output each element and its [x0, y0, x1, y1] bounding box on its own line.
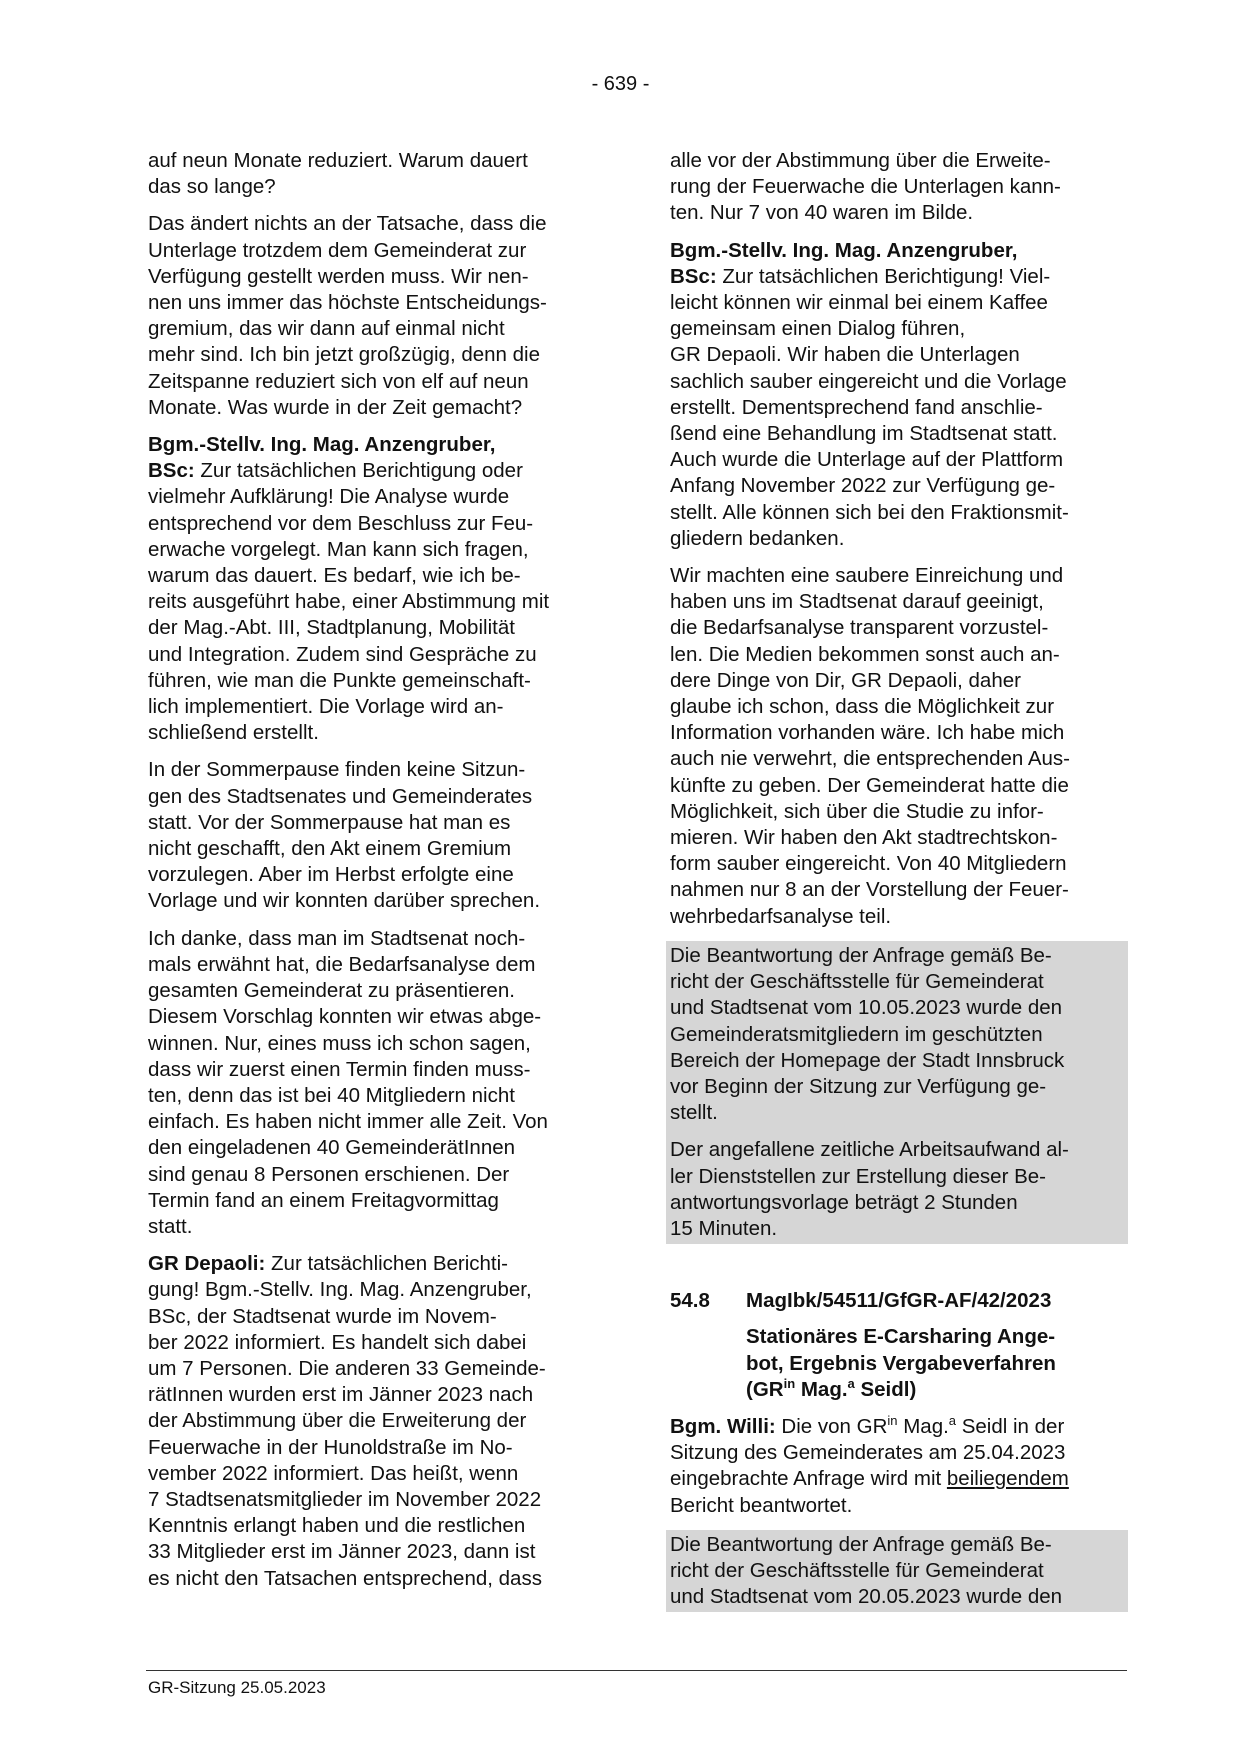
text-line: Gemeinderatsmitgliedern im geschützten: [670, 1022, 1043, 1046]
text-line: Möglichkeit, sich über die Studie zu infor-: [670, 799, 1044, 823]
text-line: eingebrachte Anfrage wird mit: [670, 1467, 947, 1491]
text-line: mals erwähnt hat, die Bedarfsanalyse dem: [148, 952, 536, 976]
text-line: führen, wie man die Punkte gemeinschaft-: [148, 668, 531, 692]
paragraph: [670, 238, 1124, 552]
text-line: Zeitspanne reduziert sich von elf auf neun: [148, 369, 529, 393]
speaker-name: Bgm. Willi:: [670, 1414, 776, 1438]
answer-note-box: [666, 941, 1128, 1244]
text-line: Information vorhanden wäre. Ich habe mich: [670, 721, 1065, 745]
text-line: bot, Ergebnis Vergabeverfahren: [746, 1351, 1056, 1375]
footer-text: GR-Sitzung 25.05.2023: [148, 1678, 326, 1697]
paragraph: [670, 943, 1124, 1126]
section-title: [746, 1324, 1124, 1403]
text-line: vorzulegen. Aber im Herbst erfolgte eine: [148, 863, 514, 887]
text-line: und Stadtsenat vom 20.05.2023 wurde den: [670, 1585, 1063, 1609]
text-line: die Bedarfsanalyse transparent vorzustel-: [670, 616, 1049, 640]
right-column: [670, 148, 1124, 1612]
text-line: Zur tatsächlichen Berichtigung! Viel-: [716, 264, 1051, 288]
section-number: 54.8: [670, 1289, 710, 1313]
text-line: Die Beantwortung der Anfrage gemäß Be-: [670, 1532, 1052, 1556]
text-line: Diesem Vorschlag konnten wir etwas abge-: [148, 1005, 542, 1029]
text-line: entsprechend vor dem Beschluss zur Feu-: [148, 511, 534, 535]
text-line: vor Beginn der Sitzung zur Verfügung ge-: [670, 1074, 1047, 1098]
text-line: wehrbedarfsanalyse teil.: [670, 904, 892, 928]
text-line: erwache vorgelegt. Man kann sich fragen,: [148, 537, 529, 561]
text-line: Termin fand an einem Freitagvormittag: [148, 1188, 499, 1212]
text-line: gremium, das wir dann auf einmal nicht: [148, 317, 505, 341]
text-line: einfach. Es haben nicht immer alle Zeit. Von: [148, 1110, 548, 1134]
text-line: und Stadtsenat vom 10.05.2023 wurde den: [670, 996, 1063, 1020]
paragraph: [148, 148, 604, 200]
text-line: alle vor der Abstimmung über die Erweite-: [670, 149, 1051, 172]
text-line: In der Sommerpause finden keine Sitzun-: [148, 758, 526, 782]
text-line: Unterlage trotzdem dem Gemeinderat zur: [148, 238, 527, 262]
attachment-link[interactable]: beiliegendem: [946, 1467, 1069, 1491]
text-line: um 7 Personen. Die anderen 33 Gemeinde-: [148, 1356, 546, 1380]
text-line: und Integration. Zudem sind Gespräche zu: [148, 642, 537, 666]
text-line: Zur tatsächlichen Berichti-: [265, 1252, 509, 1276]
text-line: gen des Stadtsenates und Gemeinderates: [148, 784, 533, 808]
text-line: rung der Feuerwache die Unterlagen kann-: [670, 175, 1061, 199]
paragraph: [148, 1251, 604, 1592]
paragraph: [148, 432, 604, 746]
text-line: ten, denn das ist bei 40 Mitgliedern nicht: [148, 1083, 515, 1107]
text-line: Vorlage und wir konnten darüber sprechen.: [148, 889, 541, 913]
text-line: ber 2022 informiert. Es handelt sich dabei: [148, 1330, 527, 1354]
speaker-name: BSc:: [148, 459, 195, 483]
text-line: das so lange?: [148, 175, 276, 199]
text-line: gung! Bgm.-Stellv. Ing. Mag. Anzengruber,: [148, 1278, 532, 1302]
text-line: erstellt. Dementsprechend fand anschlie-: [670, 395, 1043, 419]
text-line: Verfügung gestellt werden muss. Wir nen-: [148, 264, 529, 288]
section-heading: [670, 1288, 1124, 1403]
text-line: der Abstimmung über die Erweiterung der: [148, 1409, 527, 1433]
text-line: vielmehr Aufklärung! Die Analyse wurde: [148, 485, 510, 509]
paragraph: [670, 1532, 1124, 1611]
text-line: Sitzung des Gemeinderates am 25.04.2023: [670, 1441, 1066, 1465]
text-line: Monate. Was wurde in der Zeit gemacht?: [148, 395, 523, 419]
paragraph: [670, 148, 1124, 227]
text-line: sind genau 8 Personen erschienen. Der: [148, 1162, 510, 1186]
text-line: BSc, der Stadtsenat wurde im Novem-: [148, 1304, 497, 1328]
paragraph: [670, 1137, 1124, 1242]
speaker-name: BSc:: [670, 264, 717, 288]
text-line: richt der Geschäftsstelle für Gemeinderat: [670, 970, 1044, 994]
text-line: vember 2022 informiert. Das heißt, wenn: [148, 1461, 519, 1485]
text-line: dere Dinge von Dir, GR Depaoli, daher: [670, 668, 1021, 692]
text-line: mieren. Wir haben den Akt stadtrechtskon-: [670, 826, 1058, 850]
text-line: Stationäres E-Carsharing Ange-: [746, 1325, 1056, 1349]
text-line: statt.: [148, 1214, 193, 1238]
text-line: antwortungsvorlage beträgt 2 Stunden: [670, 1190, 1018, 1214]
text-line: der Mag.-Abt. III, Stadtplanung, Mobilität: [148, 616, 515, 640]
text-line: nicht geschafft, den Akt einem Gremium: [148, 837, 512, 861]
text-line: rätInnen wurden erst im Jänner 2023 nach: [148, 1383, 534, 1407]
text-line: Zur tatsächlichen Berichtigung oder: [194, 459, 523, 483]
text-line: 15 Minuten.: [670, 1216, 778, 1240]
text-line: 7 Stadtsenatsmitglieder im November 2022: [148, 1487, 542, 1511]
text-line: Bericht beantwortet.: [670, 1493, 853, 1517]
text-line: Auch wurde die Unterlage auf der Plattform: [670, 448, 1064, 472]
text-line: leicht können wir einmal bei einem Kaffee: [670, 291, 1048, 315]
text-line: schließend erstellt.: [148, 721, 319, 745]
speaker-name: Bgm.-Stellv. Ing. Mag. Anzengruber,: [148, 433, 496, 457]
paragraph: [148, 757, 604, 914]
text-line: reits ausgeführt habe, einer Abstimmung mit: [148, 590, 550, 614]
text-line: lich implementiert. Die Vorlage wird an-: [148, 695, 504, 719]
text-line: richt der Geschäftsstelle für Gemeinderat: [670, 1558, 1044, 1582]
text-line: nahmen nur 8 an der Vorstellung der Feuer-: [670, 878, 1069, 902]
paragraph: [148, 926, 604, 1240]
paragraph: [148, 211, 604, 421]
text-line: gliedern bedanken.: [670, 526, 845, 550]
text-line: len. Die Medien bekommen sonst auch an-: [670, 642, 1060, 666]
text-line: statt. Vor der Sommerpause hat man es: [148, 810, 511, 834]
text-line: GR Depaoli. Wir haben die Unterlagen: [670, 343, 1020, 367]
text-line: Die Beantwortung der Anfrage gemäß Be-: [670, 943, 1052, 967]
text-line: Bereich der Homepage der Stadt Innsbruck: [670, 1048, 1065, 1072]
paragraph: [670, 563, 1124, 930]
text-line: auch nie verwehrt, die entsprechenden Aus-: [670, 747, 1071, 771]
text-line: ßend eine Behandlung im Stadtsenat statt.: [670, 422, 1058, 446]
text-line: warum das dauert. Es bedarf, wie ich be-: [148, 564, 521, 588]
text-line: 33 Mitglieder erst im Jänner 2023, dann ist: [148, 1540, 536, 1564]
text-line: den eingeladenen 40 GemeinderätInnen: [148, 1136, 516, 1160]
text-line: ler Dienststellen zur Erstellung dieser Be-: [670, 1164, 1046, 1188]
speaker-name: GR Depaoli:: [148, 1252, 266, 1276]
text-line: dass wir zuerst einen Termin finden muss-: [148, 1057, 531, 1081]
text-line: form sauber eingereicht. Von 40 Mitgliedern: [670, 852, 1067, 876]
text-line: gesamten Gemeinderat zu präsentieren.: [148, 979, 515, 1003]
text-line: künfte zu geben. Der Gemeinderat hatte die: [670, 773, 1069, 797]
text-line: Ich danke, dass man im Stadtsenat noch-: [148, 926, 526, 950]
text-line: stellt. Alle können sich bei den Fraktionsmit-: [670, 500, 1069, 524]
text-line: auf neun Monate reduziert. Warum dauert: [148, 149, 528, 172]
page-number: - 639 -: [591, 73, 650, 95]
speaker-name: Bgm.-Stellv. Ing. Mag. Anzengruber,: [670, 238, 1018, 262]
footer-divider: [146, 1670, 1127, 1671]
text-line: Anfang November 2022 zur Verfügung ge-: [670, 474, 1056, 498]
text-line: haben uns im Stadtsenat darauf geeinigt,: [670, 590, 1044, 614]
text-line: ($GR^{in}$ Mag.$^a$ Seidl): [746, 1375, 917, 1401]
paragraph: Bgm. Willi: Die von $GR^{in}$ Mag.$^a$ Seidl in der Sitzung des Gemeinderates am 25.04.2023 eingebrachte Anfrage wird mit beiliegendem Bericht beantwortet.: [670, 1414, 1124, 1519]
text-line: es nicht den Tatsachen entsprechend, dass: [148, 1566, 542, 1590]
text-line: Kenntnis erlangt haben und die restlichen: [148, 1514, 526, 1538]
text-line: Das ändert nichts an der Tatsache, dass die: [148, 212, 547, 236]
text-line: sachlich sauber eingereicht und die Vorlage: [670, 369, 1067, 393]
section-reference: MagIbk/54511/GfGR-AF/42/2023: [746, 1289, 1052, 1313]
answer-note-box: [666, 1530, 1128, 1613]
text-line: glaube ich schon, dass die Möglichkeit zur: [670, 695, 1055, 719]
text-line: mehr sind. Ich bin jetzt großzügig, denn die: [148, 343, 540, 367]
text-line: gemeinsam einen Dialog führen,: [670, 317, 966, 341]
text-line: winnen. Nur, eines muss ich schon sagen,: [148, 1031, 531, 1055]
text-line: nen uns immer das höchste Entscheidungs-: [148, 291, 547, 315]
text-line: stellt.: [670, 1101, 718, 1125]
left-column: [148, 148, 604, 1603]
text-line: ten. Nur 7 von 40 waren im Bilde.: [670, 201, 974, 225]
text-line: Der angefallene zeitliche Arbeitsaufwand al-: [670, 1138, 1069, 1162]
text-line: Wir machten eine saubere Einreichung und: [670, 564, 1064, 588]
text-line: Feuerwache in der Hunoldstraße im No-: [148, 1435, 513, 1459]
